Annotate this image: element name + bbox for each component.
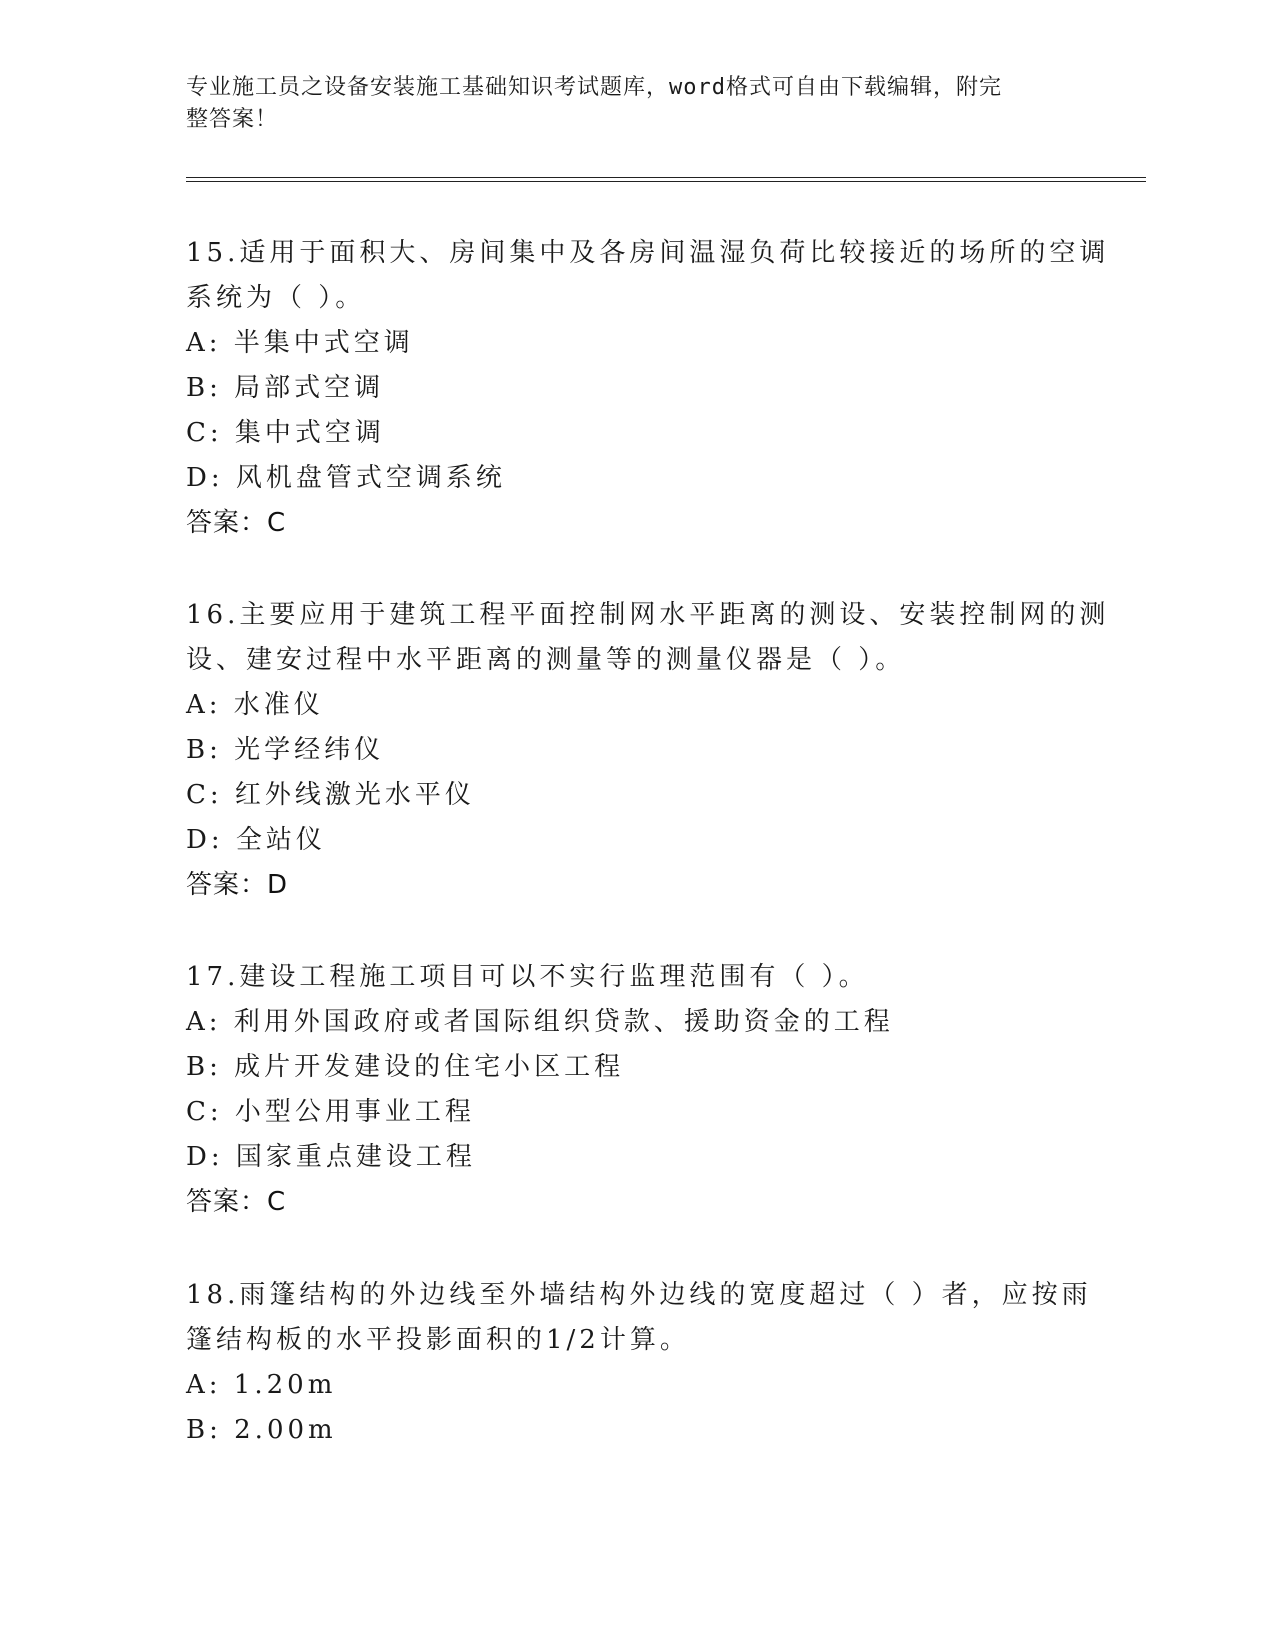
option-c: C: 集中式空调 (186, 418, 385, 448)
answer-line: 答案：C (186, 1187, 287, 1217)
option-b: B: 局部式空调 (186, 373, 385, 403)
option-a: A: 水准仪 (186, 690, 324, 720)
header-divider-bottom (186, 181, 1146, 182)
question-17 (186, 955, 1086, 1225)
question-stem-line: 设、建安过程中水平距离的测量等的测量仪器是（ ）。 (186, 645, 906, 675)
question-18 (186, 1273, 1092, 1453)
option-a: A: 1.20m (186, 1370, 337, 1400)
answer-line: 答案：D (186, 870, 289, 900)
option-d: D: 风机盘管式空调系统 (186, 463, 506, 493)
question-16 (186, 593, 1110, 908)
question-stem-line: 篷结构板的水平投影面积的1/2计算。 (186, 1325, 690, 1355)
option-c: C: 红外线激光水平仪 (186, 780, 475, 810)
header-line-2: 整答案！ (186, 107, 279, 132)
document-header (186, 72, 1066, 136)
answer-line: 答案：C (186, 508, 287, 538)
question-15 (186, 231, 1110, 546)
option-a: A: 半集中式空调 (186, 328, 414, 358)
question-stem-line: 18.雨篷结构的外边线至外墙结构外边线的宽度超过（ ）者，应按雨 (186, 1280, 1092, 1310)
question-stem-line: 17.建设工程施工项目可以不实行监理范围有（ ）。 (186, 962, 869, 992)
option-b: B: 2.00m (186, 1415, 337, 1445)
option-d: D: 国家重点建设工程 (186, 1142, 476, 1172)
question-stem-line: 16.主要应用于建筑工程平面控制网水平距离的测设、安装控制网的测 (186, 600, 1110, 630)
option-c: C: 小型公用事业工程 (186, 1097, 475, 1127)
header-divider-top (186, 177, 1146, 178)
question-stem-line: 系统为（ ）。 (186, 283, 366, 313)
header-line-1: 专业施工员之设备安装施工基础知识考试题库，word格式可自由下载编辑，附完 (186, 75, 1002, 100)
question-stem-line: 15.适用于面积大、房间集中及各房间温湿负荷比较接近的场所的空调 (186, 238, 1110, 268)
option-d: D: 全站仪 (186, 825, 326, 855)
option-b: B: 光学经纬仪 (186, 735, 385, 765)
option-b: B: 成片开发建设的住宅小区工程 (186, 1052, 625, 1082)
option-a: A: 利用外国政府或者国际组织贷款、援助资金的工程 (186, 1007, 894, 1037)
